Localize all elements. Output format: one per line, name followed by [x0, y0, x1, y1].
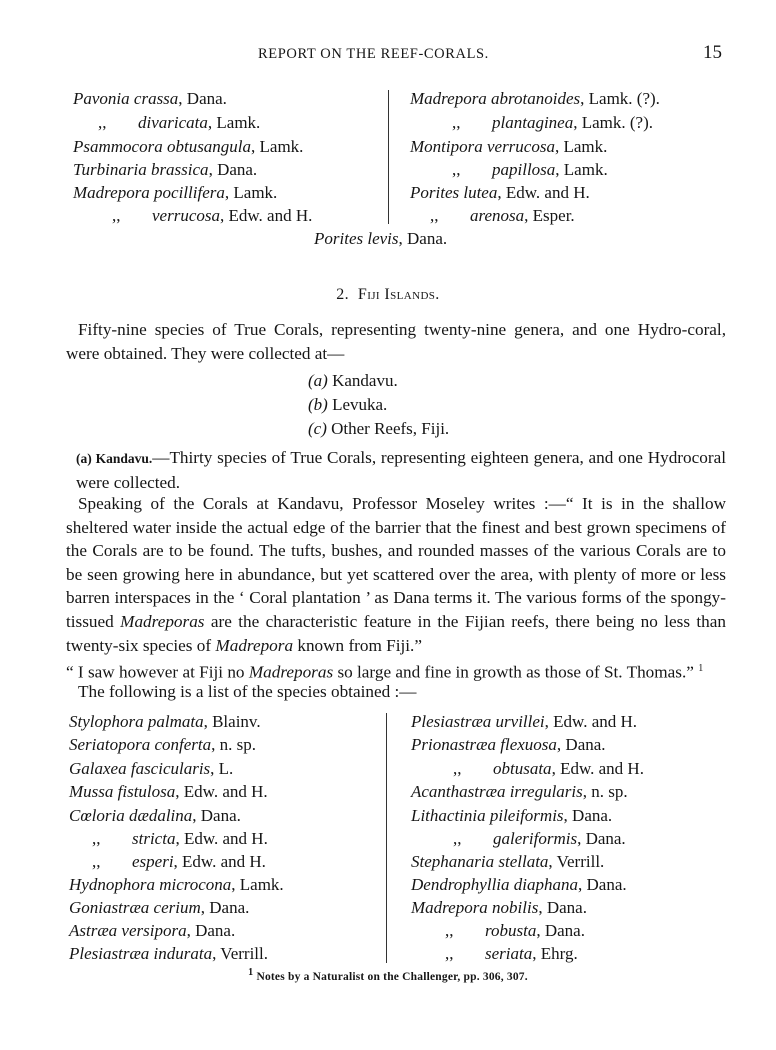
list-item: ,, plantaginea, Lamk. (?). [452, 113, 653, 132]
list-item: Cœloria dædalina, Dana. [69, 806, 241, 825]
list-item: Montipora verrucosa, Lamk. [410, 137, 608, 156]
list-item: (a) Kandavu. [308, 371, 398, 390]
column-divider [386, 713, 387, 963]
list-item: Mussa fistulosa, Edw. and H. [69, 782, 268, 801]
list-item: Madrepora nobilis, Dana. [411, 898, 587, 917]
kandavu-paragraph: (a) Kandavu.—Thirty species of True Corals, representing eighteen genera, and one Hydrocoral were collected. [76, 448, 726, 492]
list-item: Dendrophyllia diaphana, Dana. [411, 875, 627, 894]
list-item: (b) Levuka. [308, 395, 388, 414]
list-item: Porites lutea, Edw. and H. [410, 183, 590, 202]
list-item: Turbinaria brassica, Dana. [73, 160, 258, 179]
list-item: Acanthastræa irregularis, n. sp. [411, 782, 628, 801]
run-in-heading: (a) Kandavu. [76, 451, 153, 466]
list-item: ,, obtusata, Edw. and H. [453, 759, 644, 778]
list-item: Goniastræa cerium, Dana. [69, 898, 250, 917]
list-item: Stephanaria stellata, Verrill. [411, 852, 605, 871]
list-item: Plesiastræa indurata, Verrill. [69, 944, 268, 963]
list-item: ,, seriata, Ehrg. [445, 944, 578, 963]
footnote: $^1$ Notes by a Naturalist on the Challenger, pp. 306, 307. [248, 967, 528, 983]
footnote-mark: 1 [248, 967, 254, 978]
list-item: ,, verrucosa, Edw. and H. [112, 206, 313, 225]
list-item: Seriatopora conferta, n. sp. [69, 735, 257, 754]
running-title: REPORT ON THE REEF-CORALS. [258, 46, 489, 62]
list-item: ,, stricta, Edw. and H. [92, 829, 268, 848]
list-intro: The following is a list of the species obtained :— [78, 682, 417, 701]
running-header [0, 42, 776, 70]
list-item: ,, divaricata, Lamk. [98, 113, 261, 132]
list-item: Plesiastræa urvillei, Edw. and H. [411, 712, 638, 731]
section-heading: 2. Fiji Islands. [336, 286, 440, 303]
list-item: Hydnophora microcona, Lamk. [69, 875, 284, 894]
list-item: Galaxea fascicularis, L. [69, 759, 234, 778]
column-divider [388, 90, 389, 224]
list-item: Astræa versipora, Dana. [69, 921, 236, 940]
list-item: ,, galeriformis, Dana. [453, 829, 626, 848]
list-item: Pavonia crassa, Dana. [73, 89, 227, 108]
list-item: Madrepora abrotanoides, Lamk. (?). [410, 89, 660, 108]
list-item: ,, arenosa, Esper. [430, 206, 575, 225]
list-item: Madrepora pocillifera, Lamk. [73, 183, 278, 202]
list-item: Stylophora palmata, Blainv. [69, 712, 261, 731]
list-item: (c) Other Reefs, Fiji. [308, 419, 450, 438]
list-item: Lithactinia pileiformis, Dana. [411, 806, 613, 825]
list-item: ,, esperi, Edw. and H. [92, 852, 266, 871]
page-number: 15 [703, 42, 722, 63]
list-item: ,, robusta, Dana. [445, 921, 585, 940]
footnote-reference: 1 [698, 663, 704, 675]
list-item: Psammocora obtusangula, Lamk. [73, 137, 304, 156]
list-item-centered: Porites levis, Dana. [314, 229, 448, 248]
list-item: Prionastræa flexuosa, Dana. [411, 735, 606, 754]
intro-paragraph: Fifty-nine species of True Corals, representing twenty-nine genera, and one Hydro-coral, were obtained. They were collected at— [66, 320, 726, 363]
quote-paragraph: Speaking of the Corals at Kandavu, Professor Moseley writes :—“ It is in the shallow sheltered water inside the actual edge of the barrier that the finest and best grown specimens of the Corals are to be found. The tufts, bushes, and rounded masses of the various Corals are to be seen growing here in abundance, but yet scattered over the area, with plenty of more or less barren interspaces in the ‘ Coral plantation ’ as Dana terms it. The various forms of the spongy-tissued Madreporas are the characteristic feature in the Fijian reefs, there being no less than twenty-six species of Madrepora known from Fiji.” “ I saw however at Fiji no Madreporas so large and fine in growth as those of St. Thomas.” $^1$ [66, 494, 727, 682]
list-item: ,, papillosa, Lamk. [452, 160, 608, 179]
